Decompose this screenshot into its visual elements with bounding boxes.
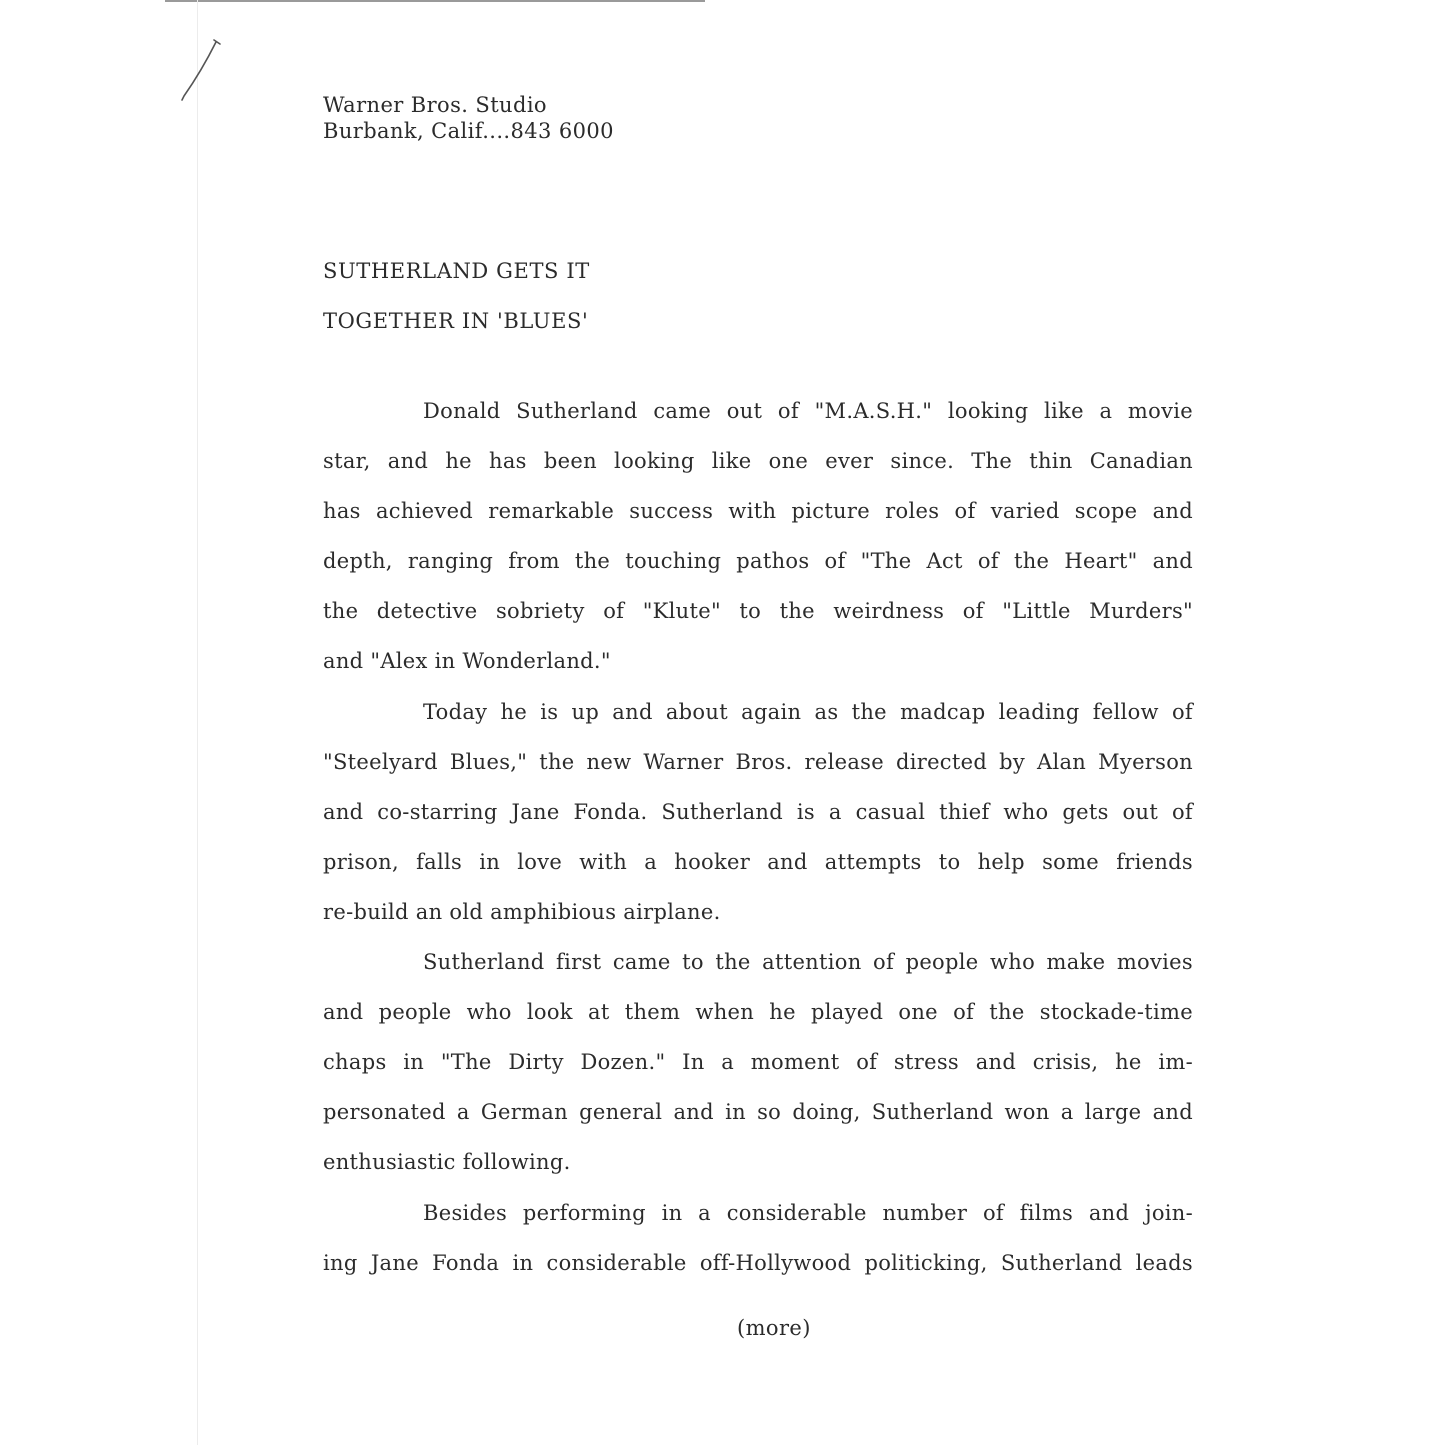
body-line: depth, ranging from the touching pathos of "The Act of the Heart" and — [323, 549, 1193, 574]
headline — [323, 246, 590, 346]
studio-header — [323, 92, 614, 144]
body-line: and "Alex in Wonderland." — [323, 649, 611, 674]
page-left-edge — [197, 0, 198, 1445]
body-line: Donald Sutherland came out of "M.A.S.H." looking like a movie — [423, 399, 1193, 423]
headline-line-1: SUTHERLAND GETS IT — [323, 259, 590, 283]
continuation-marker: (more) — [737, 1316, 811, 1340]
body-line: has achieved remarkable success with picture roles of varied scope and — [323, 499, 1193, 524]
studio-address-phone: Burbank, Calif....843 6000 — [323, 119, 614, 143]
body-line: star, and he has been looking like one ever since. The thin Canadian — [323, 449, 1193, 474]
body-line: prison, falls in love with a hooker and attempts to help some friends — [323, 849, 1193, 874]
body-line: Today he is up and about again as the madcap leading fellow of — [423, 699, 1193, 724]
pen-mark-icon — [176, 38, 222, 104]
body-line: and people who look at them when he played one of the stockade-time — [323, 1000, 1193, 1025]
body-line: and co-starring Jane Fonda. Sutherland is a casual thief who gets out of — [323, 799, 1193, 824]
body-line: Besides performing in a considerable number of films and join- — [423, 1200, 1193, 1225]
body-line: enthusiastic following. — [323, 1150, 571, 1175]
page-top-edge — [165, 0, 705, 2]
article-body — [323, 396, 1193, 1298]
headline-line-2: TOGETHER IN 'BLUES' — [323, 309, 589, 333]
body-line: personated a German general and in so doing, Sutherland won a large and — [323, 1100, 1193, 1125]
body-line: "Steelyard Blues," the new Warner Bros. release directed by Alan Myerson — [323, 749, 1193, 774]
body-line: the detective sobriety of "Klute" to the weirdness of "Little Murders" — [323, 599, 1193, 624]
studio-name: Warner Bros. Studio — [323, 93, 547, 117]
body-line: Sutherland first came to the attention of people who make movies — [423, 950, 1193, 975]
body-line: ing Jane Fonda in considerable off-Hollywood politicking, Sutherland leads — [323, 1250, 1193, 1275]
body-line: re-build an old amphibious airplane. — [323, 899, 721, 924]
body-line: chaps in "The Dirty Dozen." In a moment of stress and crisis, he im- — [323, 1050, 1193, 1075]
